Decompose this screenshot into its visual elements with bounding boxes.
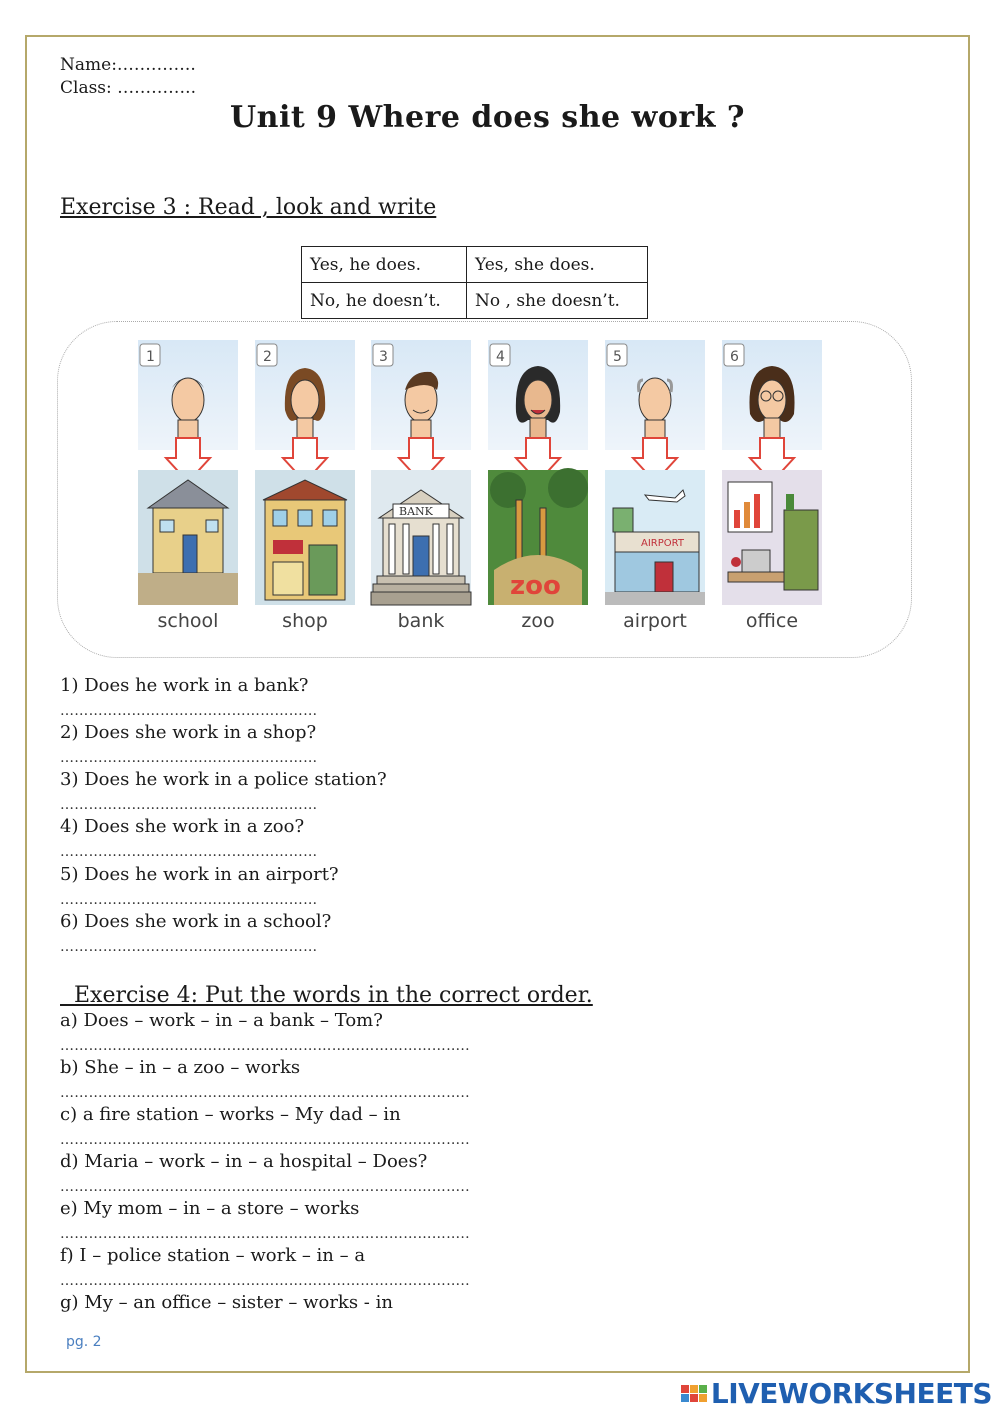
person-3-group (371, 340, 471, 605)
person-1-group (138, 340, 238, 605)
order-answer-line-a[interactable]: ………………………………………………………………………….. (60, 1038, 470, 1054)
page-number: pg. 2 (66, 1334, 102, 1350)
order-item-d: d) Maria – work – in – a hospital – Does? (60, 1151, 428, 1172)
zoo-icon (488, 468, 588, 605)
answer-cell: Yes, he does. (302, 247, 467, 283)
order-item-c: c) a fire station – works – My dad – in (60, 1104, 401, 1125)
picture-number: 3 (379, 349, 388, 365)
picture-caption: office (745, 610, 799, 632)
exercise3-heading: Exercise 3 : Read , look and write (60, 195, 437, 220)
svg-text:zoo: zoo (510, 571, 561, 601)
answer-line-1[interactable]: ……………………………………………… (60, 703, 318, 719)
question-1: 1) Does he work in a bank? (60, 675, 309, 696)
answer-line-2[interactable]: ……………………………………………… (60, 750, 318, 766)
picture-caption: school (157, 610, 219, 632)
exercise4-heading: Exercise 4: Put the words in the correct order. (60, 983, 593, 1008)
order-item-g: g) My – an office – sister – works - in (60, 1292, 393, 1313)
order-answer-line-e[interactable]: ………………………………………………………………………….. (60, 1226, 470, 1242)
workplaces-illustration (130, 340, 840, 610)
person-2-group (255, 340, 355, 605)
person-4-group (488, 340, 588, 605)
answer-cell: No, he doesn’t. (302, 283, 467, 319)
page-title: Unit 9 Where does she work ? (229, 100, 745, 135)
answer-line-6[interactable]: ……………………………………………… (60, 939, 318, 955)
order-answer-line-d[interactable]: ………………………………………………………………………….. (60, 1179, 470, 1195)
question-6: 6) Does she work in a school? (60, 911, 332, 932)
order-item-b: b) She – in – a zoo – works (60, 1057, 301, 1078)
picture-number: 2 (263, 349, 272, 365)
answer-line-3[interactable]: ……………………………………………… (60, 797, 318, 813)
class-line: Class: ………….. (60, 78, 196, 98)
answer-cell: Yes, she does. (467, 247, 648, 283)
liveworksheets-logo (681, 1377, 992, 1410)
picture-caption: shop (282, 610, 328, 632)
answer-cell: No , she doesn’t. (467, 283, 648, 319)
picture-number: 5 (613, 349, 622, 365)
question-5: 5) Does he work in an airport? (60, 864, 339, 885)
question-2: 2) Does she work in a shop? (60, 722, 317, 743)
person-6-group (722, 340, 822, 605)
order-answer-line-c[interactable]: ………………………………………………………………………….. (60, 1132, 470, 1148)
brand-name: LIVEWORKSHEETS (710, 1377, 992, 1410)
person-5-group (605, 340, 705, 605)
picture-number: 1 (146, 349, 155, 365)
logo-grid-icon (681, 1385, 707, 1402)
picture-number: 6 (730, 349, 739, 365)
order-answer-line-b[interactable]: ………………………………………………………………………….. (60, 1085, 470, 1101)
name-line: Name:………….. (60, 55, 196, 75)
order-item-f: f) I – police station – work – in – a (60, 1245, 366, 1266)
order-answer-line-f[interactable]: ………………………………………………………………………….. (60, 1273, 470, 1289)
picture-number: 4 (496, 349, 505, 365)
answer-line-4[interactable]: ……………………………………………… (60, 844, 318, 860)
school-icon (138, 470, 238, 605)
bank-icon (371, 470, 471, 605)
picture-caption: zoo (521, 610, 555, 632)
svg-text:AIRPORT: AIRPORT (641, 538, 684, 549)
order-item-e: e) My mom – in – a store – works (60, 1198, 360, 1219)
question-3: 3) Does he work in a police station? (60, 769, 387, 790)
picture-caption: airport (623, 610, 687, 632)
answer-options-table (301, 246, 648, 319)
svg-text:BANK: BANK (399, 505, 433, 518)
answer-line-5[interactable]: ……………………………………………… (60, 892, 318, 908)
airport-icon (605, 470, 705, 605)
picture-caption: bank (397, 610, 445, 632)
shop-icon (255, 470, 355, 605)
order-item-a: a) Does – work – in – a bank – Tom? (60, 1010, 383, 1031)
question-4: 4) Does she work in a zoo? (60, 816, 305, 837)
office-icon (722, 470, 822, 605)
